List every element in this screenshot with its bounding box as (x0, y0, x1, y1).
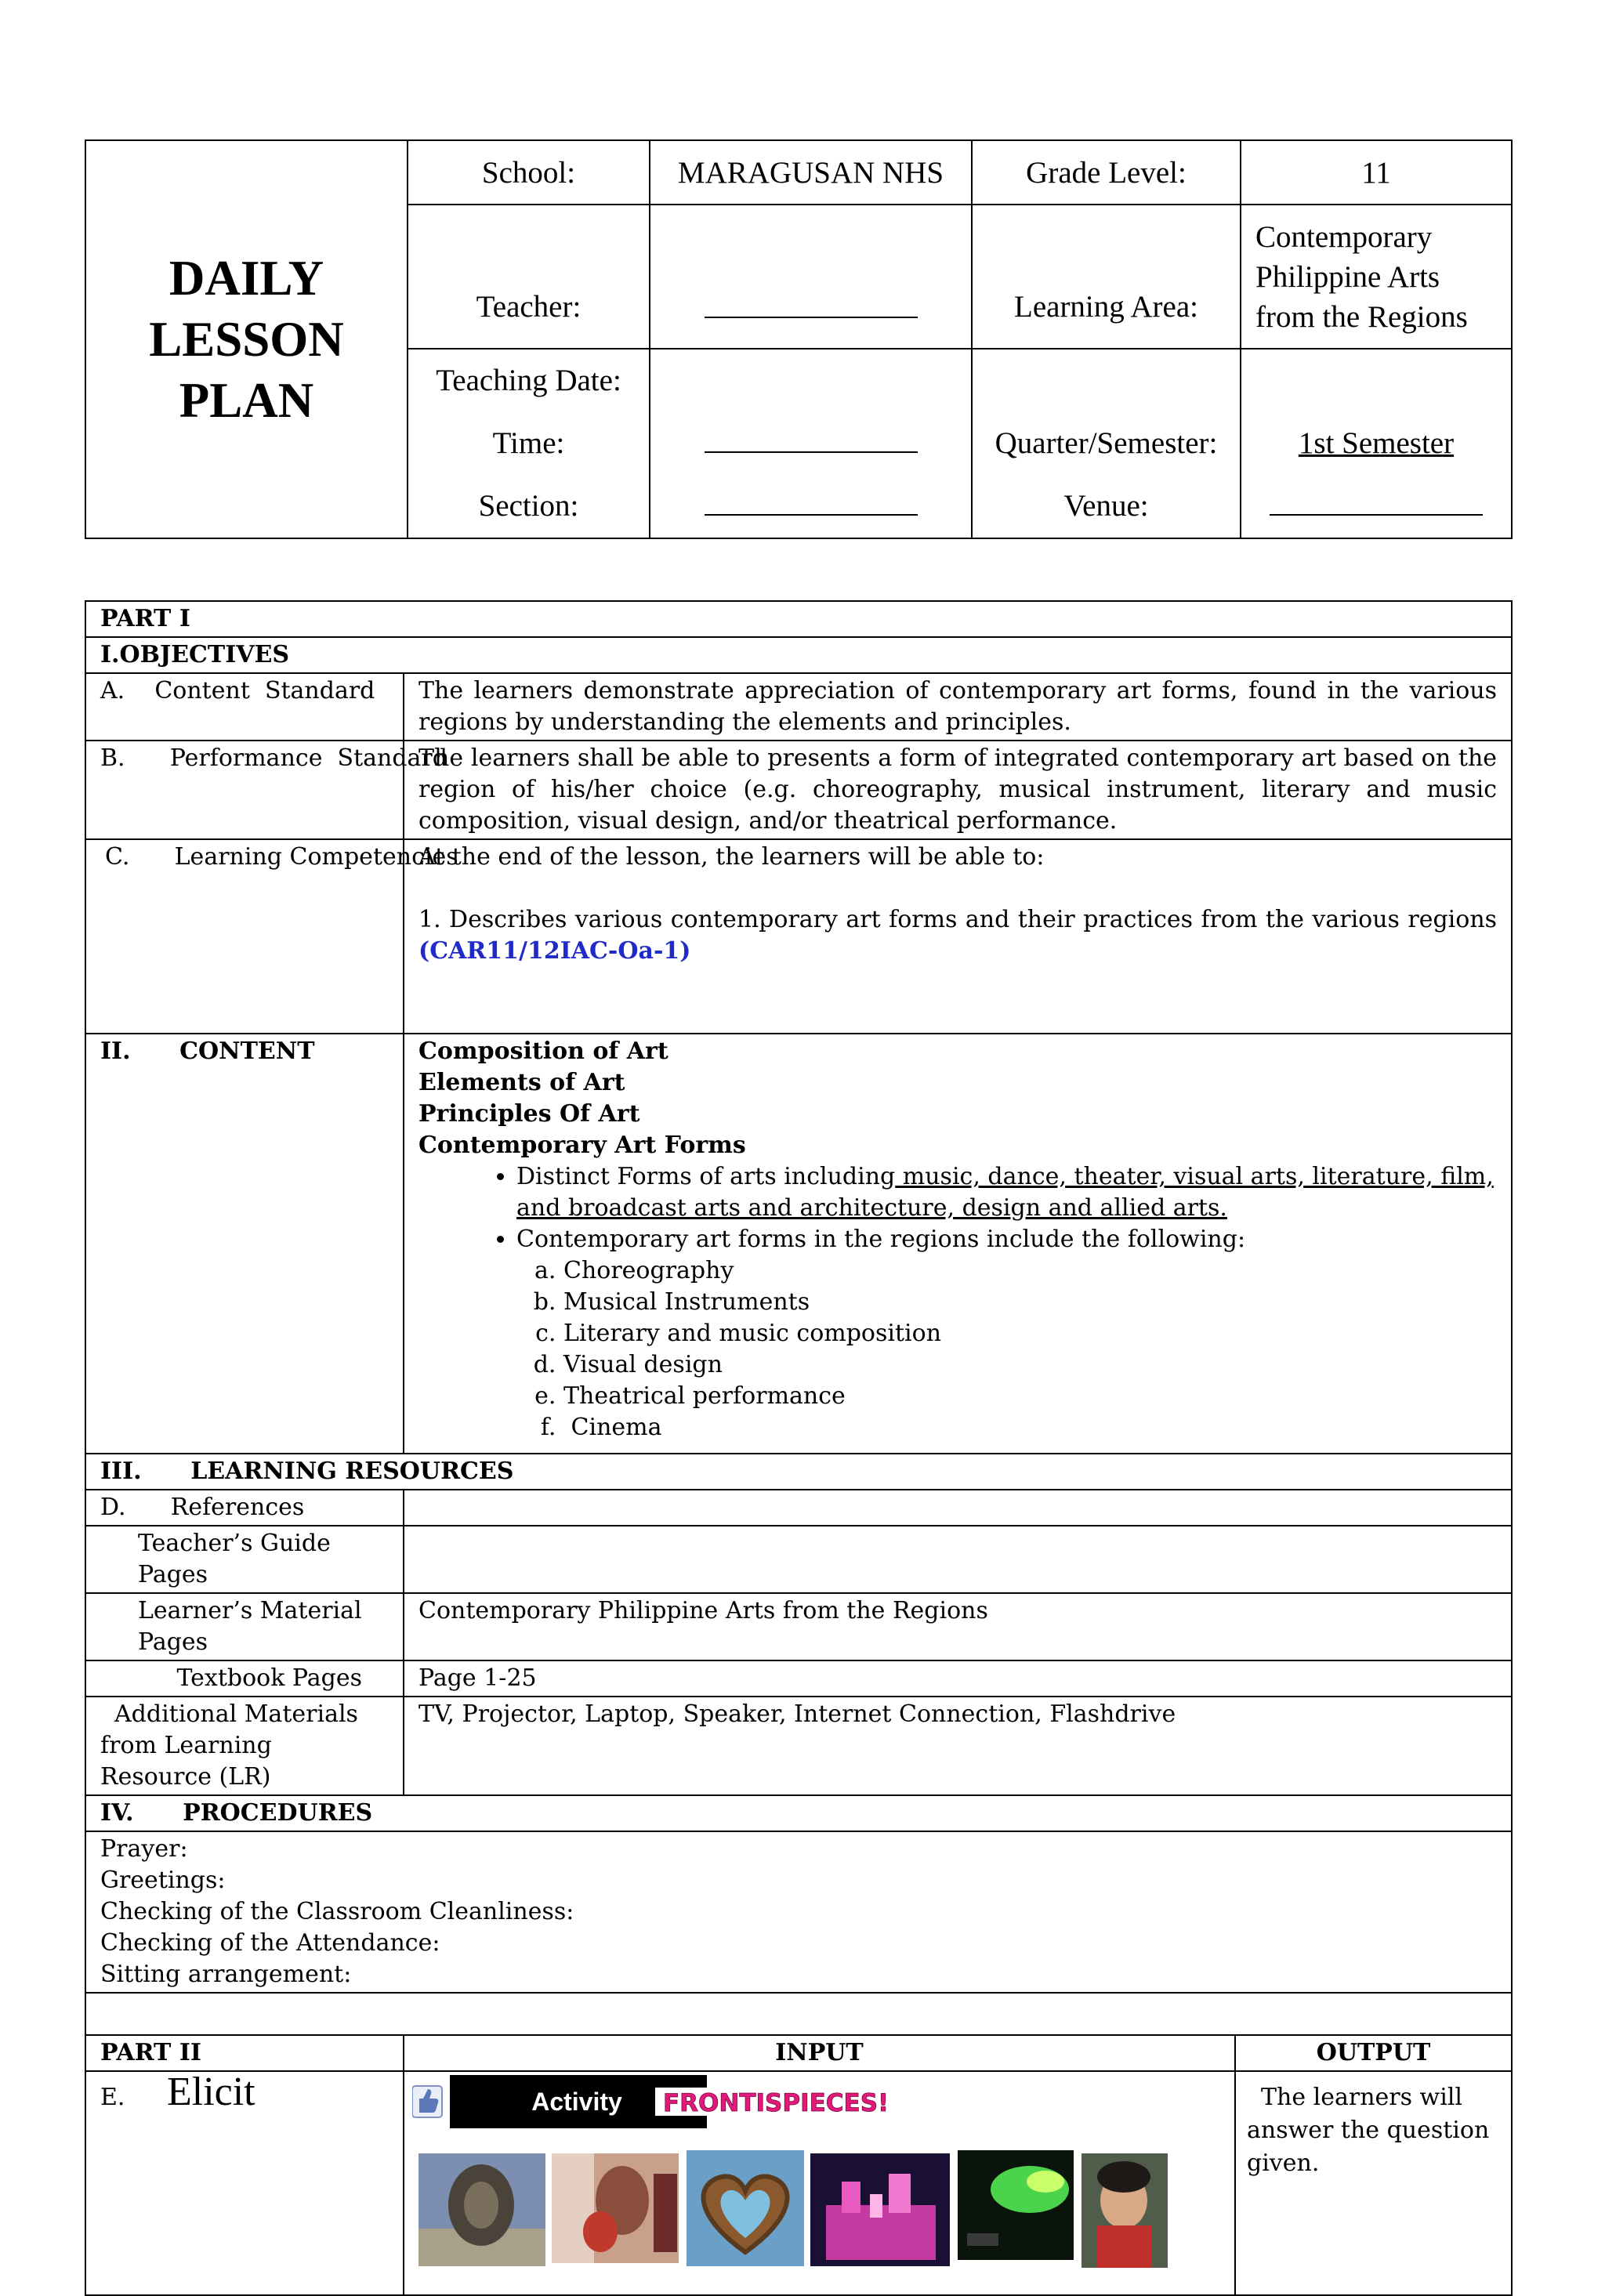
title-line-1: DAILY (168, 251, 324, 306)
learning-resources-heading: III. LEARNING RESOURCES (85, 1454, 1512, 1490)
procedures-cell (85, 1831, 1512, 1993)
thumbnail-heart-sculpture (687, 2150, 804, 2266)
venue-value (1241, 475, 1511, 538)
thumbnail-green-light-show (958, 2150, 1074, 2260)
elicit-output-cell: The learners will answer the question given. (1235, 2071, 1512, 2295)
title-line-2: LESSON (149, 312, 344, 367)
elicit-input-cell (404, 2071, 1235, 2295)
procedure-cleanliness: Checking of the Classroom Cleanliness: (100, 1898, 574, 1925)
grade-level-label: Grade Level: (972, 140, 1241, 205)
learners-material-value: Contemporary Philippine Arts from the Regions (404, 1593, 1512, 1660)
learning-area-value (1241, 205, 1512, 349)
time-blank-line (705, 425, 918, 453)
document-title (85, 140, 408, 538)
textbook-pages-label: Textbook Pages (85, 1660, 404, 1697)
learning-area-line-3: from the Regions (1255, 299, 1468, 334)
learning-area-label: Learning Area: (972, 205, 1241, 349)
activity-banner (412, 2075, 953, 2128)
section-blank-line (705, 487, 918, 516)
content-heading-principles: Principles Of Art (418, 1100, 640, 1128)
textbook-pages-value: Page 1-25 (404, 1660, 1512, 1697)
additional-materials-value: TV, Projector, Laptop, Speaker, Internet Connection, Flashdrive (404, 1697, 1512, 1795)
teaching-date-label: Teaching Date: (436, 364, 621, 397)
part-1-heading: PART I (85, 601, 1512, 637)
competency-1: 1. Describes various contemporary art forms and their practices from the various regions (418, 906, 1498, 933)
performance-standard-text: The learners shall be able to presents a form of integrated contemporary art based on the region of his/her choice (e.g. choreography, musical instrument, literary and music composition, visual design, and/or theatrical performance. (404, 741, 1512, 839)
content-standard-text: The learners demonstrate appreciation of contemporary art forms, found in the various regions by understanding the elements and principles. (404, 673, 1512, 741)
content-label: II. CONTENT (85, 1034, 404, 1454)
content-heading-elements: Elements of Art (418, 1069, 625, 1096)
venue-blank-line (1270, 487, 1483, 516)
output-heading: OUTPUT (1235, 2035, 1512, 2071)
list-item: b. Musical Instruments (563, 1287, 1497, 1318)
grade-level-value: 11 (1241, 140, 1512, 205)
part-2-heading: PART II (85, 2035, 404, 2071)
procedures-heading: IV. PROCEDURES (85, 1795, 1512, 1831)
teachers-guide-label: Teacher’s Guide Pages (85, 1526, 404, 1593)
procedure-prayer: Prayer: (100, 1835, 188, 1863)
title-line-3: PLAN (179, 373, 314, 428)
thumbnail-sculpture (418, 2153, 545, 2266)
input-heading: INPUT (404, 2035, 1235, 2071)
teacher-value (650, 205, 972, 349)
competencies-intro: At the end of the lesson, the learners will be able to: (418, 843, 1045, 871)
thumbnail-child (1081, 2153, 1168, 2268)
content-cell (404, 1034, 1512, 1454)
learners-material-label: Learner’s Material Pages (85, 1593, 404, 1660)
quarter-semester-label: Quarter/Semester: (995, 426, 1218, 460)
regional-forms-list (516, 1255, 1497, 1443)
competency-code: (CAR11/12IAC-Oa-1) (418, 937, 691, 965)
quarter-semester-value: 1st Semester (1298, 426, 1455, 460)
thumbnail-festival-dancer (552, 2153, 679, 2263)
list-item: • Contemporary art forms in the regions include the following: a. Choreography b. Musical Instruments c. Literary and music composition d. Visual design e. Theatrical performance f. Cinema (516, 1224, 1497, 1443)
date-time-section-labels (408, 349, 650, 538)
section-label: Section: (478, 489, 579, 523)
content-heading-composition: Composition of Art (418, 1038, 668, 1065)
procedure-greetings: Greetings: (100, 1867, 226, 1894)
elicit-label: Elicit (166, 2070, 255, 2114)
performance-standard-label: B. Performance Standard (85, 741, 404, 839)
learning-competencies-label: C. Learning Competencies (85, 839, 404, 1034)
section-value (650, 475, 971, 538)
elicit-letter: E. (100, 2084, 125, 2111)
lesson-plan-body (85, 600, 1513, 2296)
list-item: a. Choreography (563, 1255, 1497, 1287)
activity-title: FRONTISPIECES! (663, 2089, 889, 2117)
list-item: e. Theatrical performance (563, 1381, 1497, 1412)
thumbs-up-icon (412, 2086, 442, 2117)
date-time-section-values (650, 349, 972, 538)
procedure-attendance: Checking of the Attendance: (100, 1929, 440, 1957)
school-value: MARAGUSAN NHS (650, 140, 972, 205)
quarter-venue-values (1241, 349, 1512, 538)
list-item: • Distinct Forms of arts including music, dance, theater, visual arts, literature, film, and broadcast arts and architecture, design and allied arts. (516, 1161, 1497, 1224)
time-value (650, 412, 971, 475)
list-item: d. Visual design (563, 1349, 1497, 1381)
learning-area-line-2: Philippine Arts (1255, 259, 1440, 294)
teacher-label: Teacher: (408, 205, 650, 349)
learning-area-line-1: Contemporary (1255, 219, 1433, 254)
activity-label: Activity (531, 2088, 622, 2116)
list-item: f. Cinema (563, 1412, 1497, 1443)
venue-label: Venue: (1063, 489, 1149, 523)
list-item: c. Literary and music composition (563, 1318, 1497, 1349)
objectives-heading: I.OBJECTIVES (85, 637, 1512, 673)
art-forms-bullets (418, 1161, 1497, 1443)
thumbnail-castle-lights (810, 2153, 950, 2266)
content-heading-art-forms: Contemporary Art Forms (418, 1132, 746, 1159)
school-label: School: (408, 140, 650, 205)
quarter-venue-labels (972, 349, 1241, 538)
references-label: D. References (85, 1490, 404, 1526)
additional-materials-label: Additional Materials from Learning Resource (LR) (85, 1697, 404, 1795)
teacher-blank-line (705, 290, 918, 318)
elicit-label-cell (85, 2071, 404, 2295)
procedure-seating: Sitting arrangement: (100, 1961, 352, 1988)
content-standard-label: A. Content Standard (85, 673, 404, 741)
time-label: Time: (492, 426, 565, 460)
learning-competencies-cell (404, 839, 1512, 1034)
art-forms-thumbnails (418, 2150, 1171, 2268)
lesson-plan-header (85, 139, 1513, 539)
